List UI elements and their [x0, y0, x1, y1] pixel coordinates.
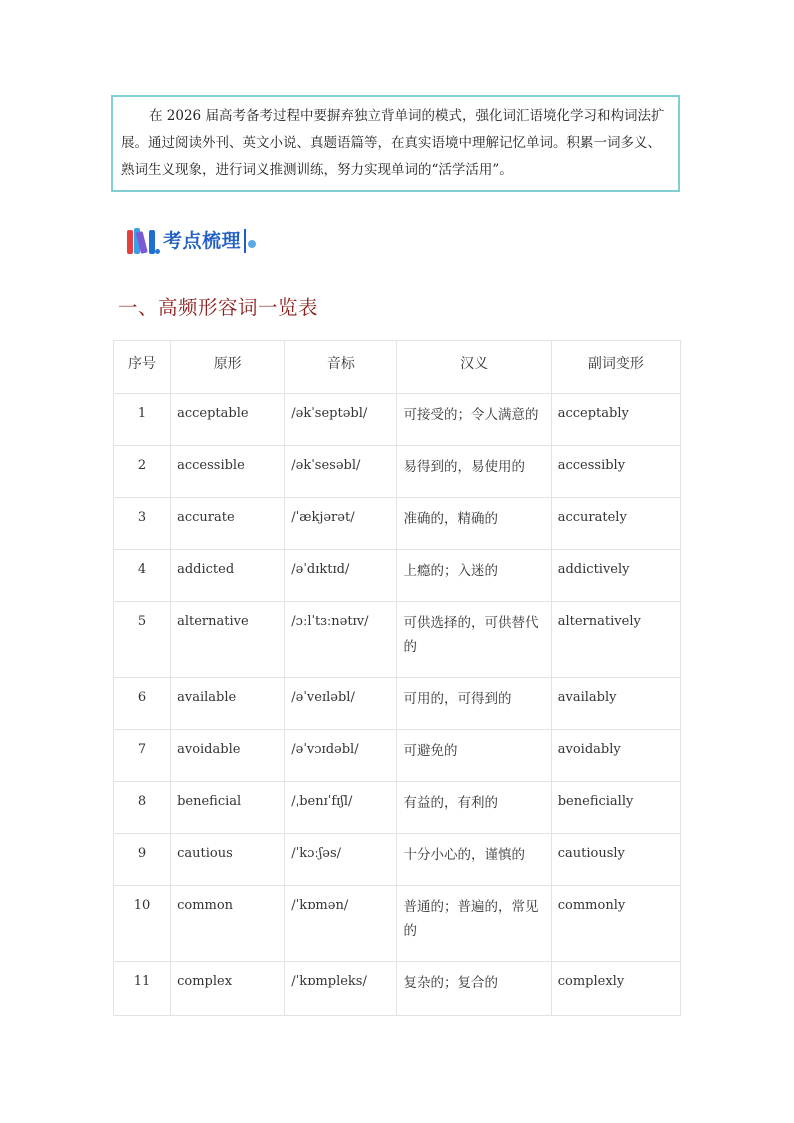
row-num: 11: [114, 962, 171, 1016]
table-row: [114, 550, 681, 602]
row-adverb: avoidably: [551, 730, 680, 782]
table-row: [114, 886, 681, 962]
table-row: [114, 782, 681, 834]
books-icon: [127, 226, 159, 256]
header-num: 序号: [114, 341, 171, 394]
row-ipa: /əkˈseptəbl/: [285, 394, 397, 446]
row-word: common: [171, 886, 285, 962]
row-meaning: 上瘾的；入迷的: [397, 550, 551, 602]
row-ipa: /ɔːlˈtɜːnətɪv/: [285, 602, 397, 678]
row-adverb: accurately: [551, 498, 680, 550]
row-word: acceptable: [171, 394, 285, 446]
row-adverb: cautiously: [551, 834, 680, 886]
row-adverb: availably: [551, 678, 680, 730]
row-num: 3: [114, 498, 171, 550]
row-meaning: 可供选择的，可供替代的: [397, 602, 551, 678]
dot-icon: [248, 240, 256, 248]
row-num: 1: [114, 394, 171, 446]
row-meaning: 复杂的；复合的: [397, 962, 551, 1016]
row-meaning: 有益的，有利的: [397, 782, 551, 834]
row-word: alternative: [171, 602, 285, 678]
row-ipa: /ˈkɒmpleks/: [285, 962, 397, 1016]
row-adverb: commonly: [551, 886, 680, 962]
row-word: available: [171, 678, 285, 730]
row-word: complex: [171, 962, 285, 1016]
header-adverb: 副词变形: [551, 341, 680, 394]
row-word: accurate: [171, 498, 285, 550]
row-ipa: /ˌbenɪˈfɪʃl/: [285, 782, 397, 834]
header-word: 原形: [171, 341, 285, 394]
row-ipa: /əˈdɪktɪd/: [285, 550, 397, 602]
row-ipa: /ˈækjərət/: [285, 498, 397, 550]
table-row: [114, 394, 681, 446]
row-num: 6: [114, 678, 171, 730]
vocab-table: [113, 340, 681, 1016]
table-row: [114, 834, 681, 886]
row-word: cautious: [171, 834, 285, 886]
row-num: 9: [114, 834, 171, 886]
row-word: avoidable: [171, 730, 285, 782]
row-ipa: /əˈveɪləbl/: [285, 678, 397, 730]
section-tag: [127, 224, 256, 258]
row-adverb: beneficially: [551, 782, 680, 834]
section-title: 一、高频形容词一览表: [118, 296, 319, 319]
row-adverb: acceptably: [551, 394, 680, 446]
row-num: 4: [114, 550, 171, 602]
row-ipa: /əˈvɔɪdəbl/: [285, 730, 397, 782]
table-row: [114, 498, 681, 550]
row-num: 5: [114, 602, 171, 678]
row-num: 8: [114, 782, 171, 834]
row-meaning: 普通的；普遍的，常见的: [397, 886, 551, 962]
row-adverb: complexly: [551, 962, 680, 1016]
row-word: beneficial: [171, 782, 285, 834]
row-meaning: 易得到的，易使用的: [397, 446, 551, 498]
row-word: addicted: [171, 550, 285, 602]
row-meaning: 可用的，可得到的: [397, 678, 551, 730]
row-num: 7: [114, 730, 171, 782]
row-ipa: /əkˈsesəbl/: [285, 446, 397, 498]
header-meaning: 汉义: [397, 341, 551, 394]
row-ipa: /ˈkɔːʃəs/: [285, 834, 397, 886]
intro-box: [111, 95, 680, 192]
table-row: [114, 730, 681, 782]
row-word: accessible: [171, 446, 285, 498]
table-row: [114, 962, 681, 1016]
row-adverb: alternatively: [551, 602, 680, 678]
row-meaning: 可避免的: [397, 730, 551, 782]
table-row: [114, 678, 681, 730]
row-adverb: accessibly: [551, 446, 680, 498]
intro-text: 在 2026 届高考备考过程中要摒弃独立背单词的模式，强化词汇语境化学习和构词法扩展。通过阅读外刊、英文小说、真题语篇等，在真实语境中理解记忆单词。积累一词多义、熟词生义现象，进行词义推测训练，努力实现单词的“活学活用”。: [121, 108, 665, 178]
row-meaning: 准确的，精确的: [397, 498, 551, 550]
row-adverb: addictively: [551, 550, 680, 602]
row-num: 10: [114, 886, 171, 962]
section-tag-label: 考点梳理: [163, 229, 246, 253]
table-row: [114, 602, 681, 678]
table-row: [114, 446, 681, 498]
row-meaning: 可接受的；令人满意的: [397, 394, 551, 446]
header-ipa: 音标: [285, 341, 397, 394]
row-num: 2: [114, 446, 171, 498]
row-ipa: /ˈkɒmən/: [285, 886, 397, 962]
row-meaning: 十分小心的，谨慎的: [397, 834, 551, 886]
table-header-row: [114, 341, 681, 394]
